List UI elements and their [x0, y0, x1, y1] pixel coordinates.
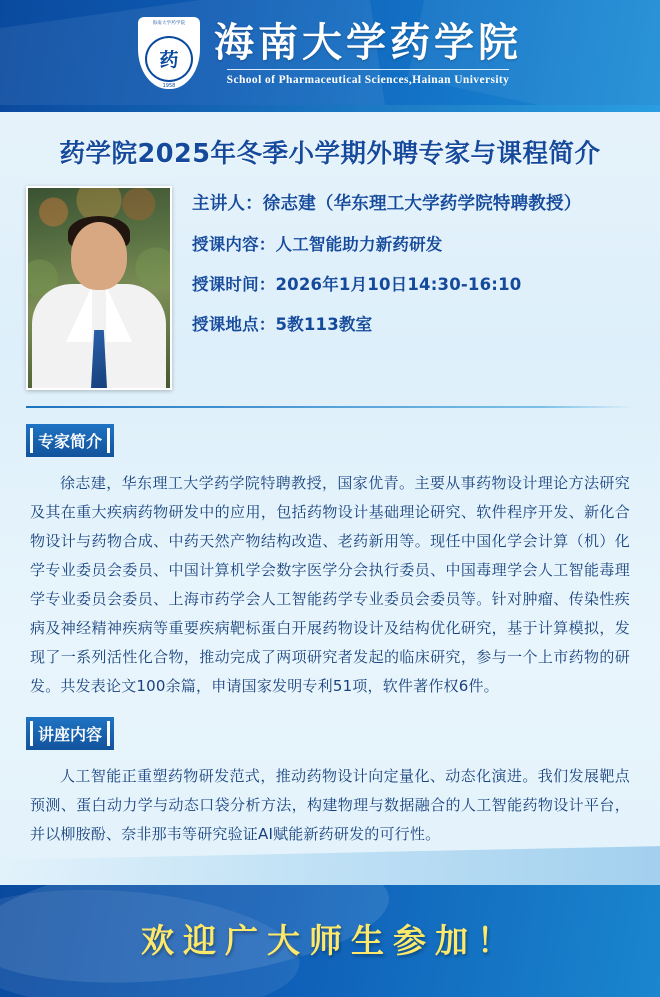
poster-footer — [0, 885, 660, 997]
lecture-content-body: 人工智能正重塑药物研发范式，推动药物设计向定量化、动态化演进。我们发展靶点预测、蛋白动力学与动态口袋分析方法，构建物理与数据融合的人工智能药物设计平台，并以柳胺酚、奈非那韦等研究验证AI赋能新药研发的可行性。 — [30, 767, 630, 843]
expert-intro-section — [26, 424, 634, 701]
speaker-details — [192, 186, 634, 335]
logo-top-text: 海南大学药学院 — [152, 20, 186, 26]
lecture-content-section — [26, 717, 634, 849]
photo-collar-right — [106, 286, 132, 342]
section-divider — [26, 406, 634, 408]
expert-intro-body: 徐志建，华东理工大学药学院特聘教授，国家优青。主要从事药物设计理论方法研究及其在重大疾病药物研发中的应用，包括药物设计基础理论研究、软件程序开发、新化合物设计与药物合成、中药天然产物结构改造、老药新用等。现任中国化学会计算（机）化学专业委员会委员、中国计算机学会数字医学分会执行委员、中国毒理学会人工智能毒理学专业委员会委员、上海市药学会人工智能药学专业委员会委员等。针对肿瘤、传染性疾病及神经精神疾病等重要疾病靶标蛋白开展药物设计及结构优化研究，基于计算模拟，发现了一系列活性化合物，推动完成了两项研究者发起的临床研究，参与一个上市药物的研发。共发表论文100余篇，申请国家发明专利51项，软件著作权6件。 — [30, 474, 630, 695]
speaker-section — [26, 186, 634, 390]
shield-icon — [138, 17, 200, 89]
page-title: 药学院2025年冬季小学期外聘专家与课程简介 — [59, 139, 601, 169]
logo-year: 1958 — [162, 82, 176, 89]
speaker-name-line: 主讲人：徐志建（华东理工大学药学院特聘教授） — [192, 194, 582, 214]
lecture-content-heading: 讲座内容 — [26, 717, 114, 750]
footer-slogan: 欢迎广大师生参加！ — [141, 921, 519, 960]
photo-face — [71, 222, 127, 290]
speaker-photo — [26, 186, 172, 390]
logo-mark: 药 — [145, 36, 193, 82]
expert-intro-heading: 专家简介 — [26, 424, 114, 457]
university-name-en: School of Pharmaceutical Sciences,Hainan University — [227, 69, 510, 86]
university-name-cn: 海南大学药学院 — [214, 19, 522, 66]
university-logo — [138, 17, 200, 89]
lecture-time-line: 授课时间：2026年1月10日14:30-16:10 — [192, 275, 522, 294]
header-divider — [0, 105, 660, 112]
photo-collar-left — [66, 286, 92, 342]
lecture-topic-line: 授课内容：人工智能助力新药研发 — [192, 235, 443, 254]
lecture-location-line: 授课地点：5教113教室 — [192, 315, 373, 334]
poster-header — [0, 0, 660, 105]
